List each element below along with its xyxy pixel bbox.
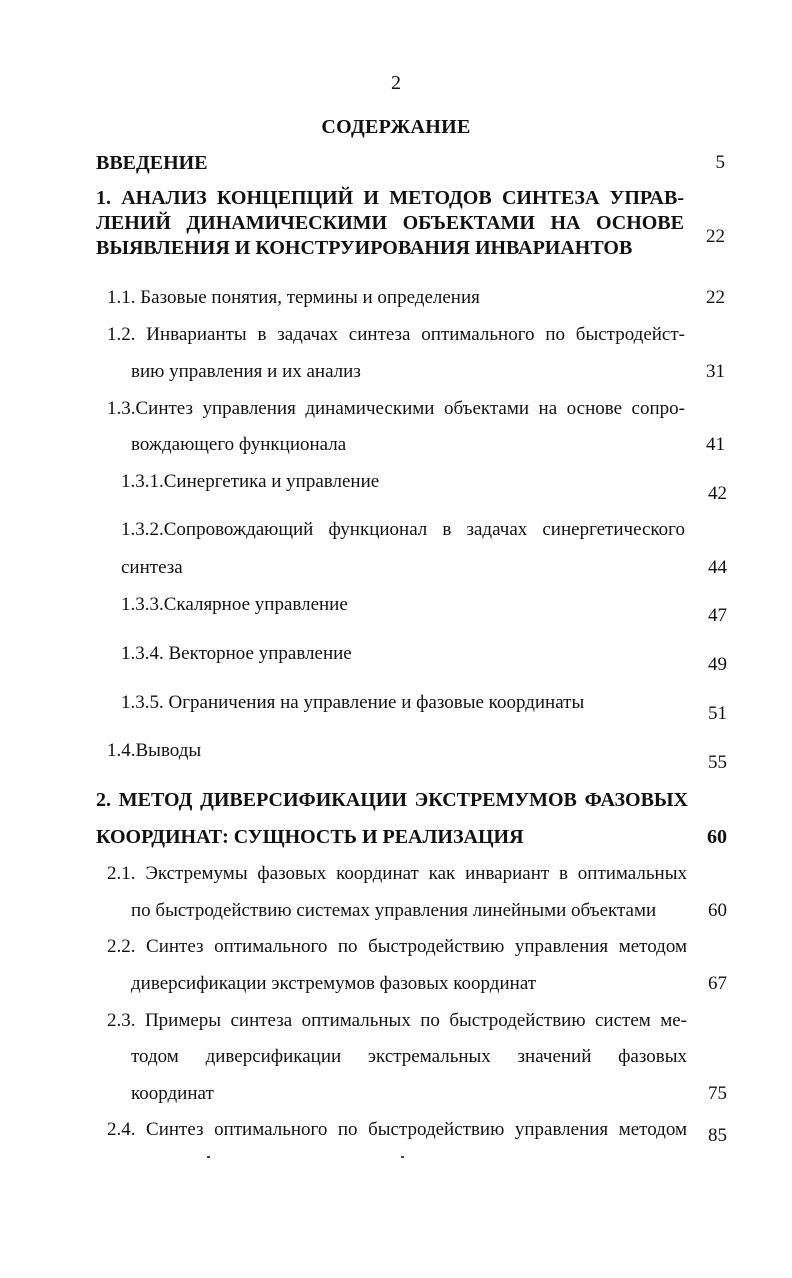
toc-section-2-4-line1: 2.4. Синтез оптимального по быстродействию управления методом (107, 1119, 687, 1140)
toc-chapter1-line1: 1. АНАЛИЗ КОНЦЕПЦИЙ И МЕТОДОВ СИНТЕЗА УПРАВ- (96, 187, 684, 209)
toc-section-2-3-page: 75 (708, 1083, 727, 1104)
toc-section-2-3-line3: координат (131, 1083, 214, 1104)
toc-section-1-3-2-line1: 1.3.2.Сопровождающий функционал в задачах синергетического (121, 519, 685, 540)
toc-chapter2-line2: КООРДИНАТ: СУЩНОСТЬ И РЕАЛИЗАЦИЯ (96, 826, 524, 848)
toc-intro-title: ВВЕДЕНИЕ (96, 152, 208, 174)
toc-section-1-3-1-page: 42 (708, 483, 727, 504)
toc-section-2-2-line1: 2.2. Синтез оптимального по быстродействию управления методом (107, 936, 687, 957)
toc-section-1-4-page: 55 (708, 752, 727, 773)
toc-section-1-3-5-page: 51 (708, 703, 727, 724)
toc-chapter2-page: 60 (707, 826, 727, 848)
toc-section-1-3-1: 1.3.1.Синергетика и управление (121, 471, 380, 492)
toc-section-1-3-4: 1.3.4. Векторное управление (121, 643, 352, 664)
page-title: СОДЕРЖАНИЕ (321, 116, 471, 138)
toc-chapter1-page: 22 (706, 226, 725, 247)
toc-section-1-4: 1.4.Выводы (107, 740, 202, 761)
toc-section-1-2-line1: 1.2. Инварианты в задачах синтеза оптимального по быстродейст- (107, 324, 685, 345)
toc-section-1-1-page: 22 (706, 287, 725, 308)
toc-intro-page: 5 (715, 152, 725, 173)
toc-section-2-1-page: 60 (708, 900, 727, 921)
toc-section-1-2-page: 31 (706, 361, 725, 382)
toc-section-2-3-line2: тодом диверсификации экстремальных значений фазовых (131, 1046, 687, 1067)
toc-section-1-3-page: 41 (706, 434, 725, 455)
toc-section-2-1-line1: 2.1. Экстремумы фазовых координат как инвариант в оптимальных (107, 863, 687, 884)
page-number: 2 (391, 72, 401, 94)
toc-section-2-2-line2: диверсификации экстремумов фазовых координат (131, 973, 537, 994)
toc-section-1-3-line1: 1.3.Синтез управления динамическими объектами на основе сопро- (107, 398, 685, 419)
toc-section-2-1-line2: по быстродействию системах управления линейными объектами (131, 900, 657, 921)
toc-section-1-3-4-page: 49 (708, 654, 727, 675)
toc-section-1-2-line2: вию управления и их анализ (131, 361, 361, 382)
toc-chapter1-line2: ЛЕНИЙ ДИНАМИЧЕСКИМИ ОБЪЕКТАМИ НА ОСНОВЕ (96, 212, 684, 234)
toc-section-1-1: 1.1. Базовые понятия, термины и определения (107, 287, 480, 308)
toc-section-1-3-2-page: 44 (708, 557, 727, 578)
toc-section-1-3-line2: вождающего функционала (131, 434, 347, 455)
toc-section-1-3-2-line2: синтеза (121, 557, 183, 578)
toc-section-2-3-line1: 2.3. Примеры синтеза оптимальных по быстродействию систем ме- (107, 1010, 687, 1031)
scan-speck (207, 1156, 210, 1158)
toc-chapter2-line1: 2. МЕТОД ДИВЕРСИФИКАЦИИ ЭКСТРЕМУМОВ ФАЗОВЫХ (96, 789, 688, 811)
toc-section-1-3-3-page: 47 (708, 605, 727, 626)
toc-chapter1-line3: ВЫЯВЛЕНИЯ И КОНСТРУИРОВАНИЯ ИНВАРИАНТОВ (96, 237, 633, 259)
scan-speck (401, 1156, 404, 1158)
toc-section-1-3-3: 1.3.3.Скалярное управление (121, 594, 348, 615)
toc-section-2-4-page: 85 (708, 1125, 727, 1146)
toc-section-1-3-5: 1.3.5. Ограничения на управление и фазовые координаты (121, 692, 585, 713)
toc-section-2-2-page: 67 (708, 973, 727, 994)
